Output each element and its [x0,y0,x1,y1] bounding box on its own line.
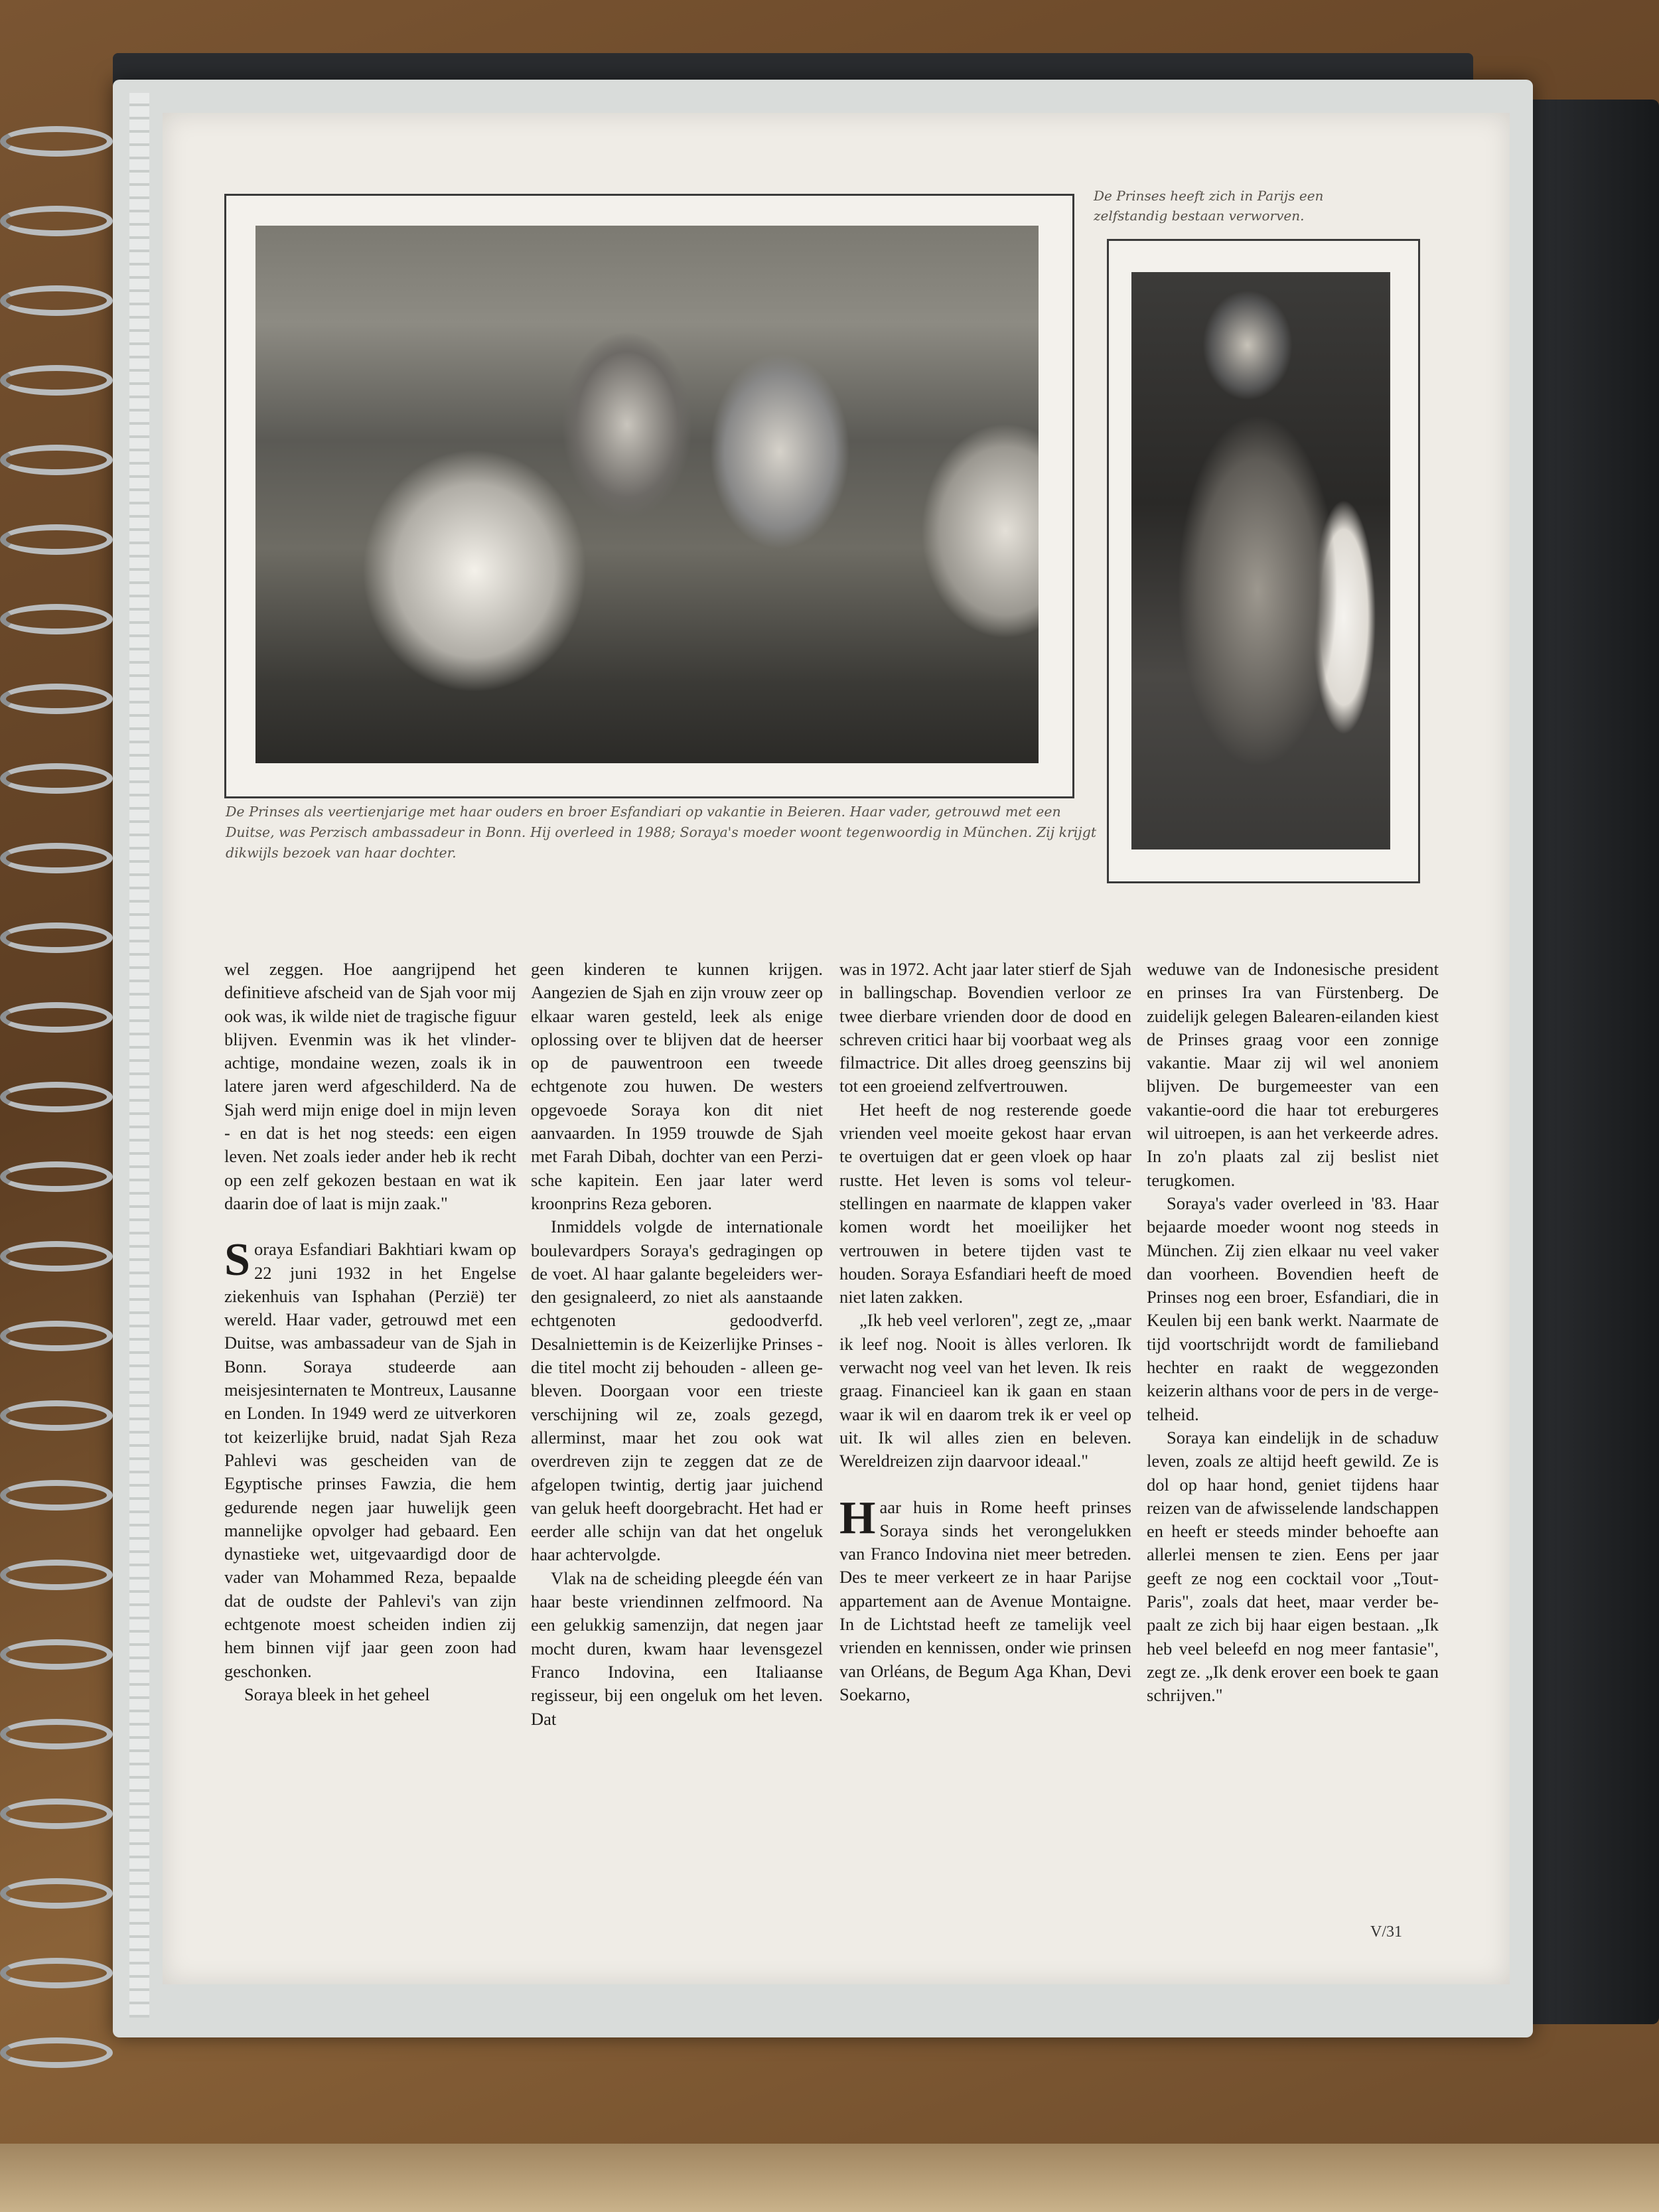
binder-ring [0,1002,113,1033]
paragraph: „Ik heb veel verloren", zegt ze, „maar ik leef nog. Nooit is àlles verloren. Ik verwacht nog veel van het leven. Ik reis graag. Financieel kan ik gaan en staan waar ik wil en daarom trek ik er veel op uit. Ik wil alles zien en beleven. Wereldreizen zijn daarvoor ideaal." [839,1310,1131,1471]
sleeve-punched-edge [129,93,149,2018]
binder-ring [0,1321,113,1351]
paragraph: Het heeft de nog resterende goede vrienden veel moeite gekost haar ervan te overtuigen dat er geen vloek op haar rustte. Het leven is soms vol teleurstellingen en naarmate de klappen vaker komen wordt het moeilijker het vertrouwen in betere tijden vast te houden. Soraya Esfandiari heeft de moed niet laten zakken. [839,1099,1131,1307]
floor [0,2144,1659,2212]
binder-ring [0,1480,113,1511]
paragraph: Vlak na de scheiding pleegde één van haar beste vriendinnen zelfmoord. Na een gelukkig samenzijn, dat negen jaar mocht duren, kwam haar levensgezel Franco Indovina, een Italiaanse regisseur, bij een ongeluk om het leven. Dat [531,1568,823,1729]
binder-ring [0,922,113,953]
paragraph: Soraya's vader overleed in '83. Haar bejaarde moeder woont nog steeds in München. Zij zien elkaar nu veel vaker dan voorheen. Bovendien heeft de Prinses nog een broer, Esfandiari, die in Keulen bij een bank werkt. Naarmate de tijd voortschrijdt wordt de familieband hechter en raakt de weggezonden keizerin althans voor de pers in de vergetelheid. [1147,1193,1439,1424]
paragraph: Soraya kan eindelijk in de schaduw leven, zoals ze altijd heeft gewild. Ze is dol op haar hond, geniet tijdens haar reizen van de afwisselende landschappen en heeft er steeds minder behoefte aan allerlei mensen te zien. Eens per jaar geeft ze nog een cocktail voor „Tout-Paris", zoals dat heet, maar verder bepaalt ze zich bij haar eigen bestaan. „Ik heb veel beleefd en nog meer fantasie", zegt ze. „Ik denk erover een boek te gaan schrijven." [1147,1427,1439,1706]
binder-ring [0,1958,113,1988]
binder-ring [0,524,113,555]
binder-ring [0,206,113,236]
binder-ring [0,1082,113,1112]
paragraph-text: oraya Esfandiari Bakhtiari kwam op 22 juni 1932 in het Engelse ziekenhuis van Isphahan (Perzië) ter wereld. Haar vader, getrouwd met een Duitse, was ambassadeur van de Sjah in Bonn. Soraya studeerde aan meisjesinternaten te Montreux, Lausanne en Londen. In 1949 werd ze uitverkoren tot keizerlijke bruid, nadat Sjah Reza Pahlevi was gescheiden van de Egyptische prinses Fawzia, die hem gedurende negen jaar huwelijk geen mannelijke opvolger had gebaard. Een dynastieke wet, uitgevaardigd door de vader van Mohammed Reza, bepaalde dat de oudste der Pahlevi's van zijn echtgenote moest scheiden indien zij hem binnen vijf jaar geen zoon had geschonken. [224,1239,516,1681]
binder-ring [0,365,113,396]
side-photo-caption: De Prinses heeft zich in Parijs een zelfstandig bestaan verworven. [1094,188,1324,224]
binder-ring [0,763,113,794]
princess-photo [1131,272,1390,849]
drop-cap: S [224,1234,250,1286]
binder-ring [0,1878,113,1909]
article-column-4 [1147,958,1439,1708]
paragraph-text: aar huis in Rome heeft prinses Soraya sinds het verongelukken van Franco Indovina niet meer betreden. Des te meer verkeert ze in haar Parijse appartement aan de Avenue Montaigne. In de Lichtstad heeft ze tamelijk veel vrienden en kennissen, onder wie prinsen van Orléans, de Begum Aga Khan, Devi Soekarno, [839,1497,1131,1704]
family-photo [255,226,1039,763]
article-column-1 [224,958,516,1706]
article-column-2 [531,958,823,1731]
binder-ring [0,1560,113,1590]
page-number: V/31 [1370,1923,1402,1941]
binder-ring [0,684,113,714]
binder-ring [0,604,113,634]
paragraph: Soraya bleek in het geheel [244,1684,430,1704]
paragraph: weduwe van de Indonesische president en prinses Ira van Fürstenberg. De zuidelijk gelegen Balearen-eilanden kiest de Prinses graag voor een zonnige vakantie. Maar zij wil wel anoniem blijven. De burgemeester van een vakantie-oord die haar tot ereburgeres wil uitroepen, is aan het verkeerde adres. In zo'n plaats zal zij beslist niet terugkomen. [1147,959,1439,1190]
binder-ring [0,126,113,157]
binder-ring [0,843,113,873]
paragraph [224,1234,516,1683]
binder-ring [0,1161,113,1192]
binder-ring [0,1639,113,1670]
binder-ring [0,445,113,475]
binder-ring [0,2037,113,2068]
paragraph: wel zeggen. Hoe aangrijpend het definitieve afscheid van de Sjah voor mij ook was, ik wilde niet de tragische figuur blijven. Evenmin was ik het vlinderachtige, mondaine wezen, zoals ik in latere jaren werd afgeschilderd. Na de Sjah werd mijn enige doel in mijn leven - en dat is het nog steeds: een eigen leven. Net zoals ieder ander heb ik recht op een zelf gekozen bestaan en wat ik daarin doe of laat is mijn zaak." [224,959,516,1213]
binder-ring [0,1241,113,1272]
article-column-3 [839,958,1131,1706]
paragraph: was in 1972. Acht jaar later stierf de Sjah in ballingschap. Bovendien verloor ze twee dierbare vrienden door de dood en schreven critici haar bij voorbaat weg als filmactrice. Dit alles droeg geenszins bij tot een groeiend zelfvertrouwen. [839,959,1131,1096]
binder-ring [0,285,113,316]
drop-cap: H [839,1492,876,1544]
binder-ring [0,1799,113,1829]
main-photo-caption: De Prinses als veertienjarige met haar ouders en broer Esfandiari op vakantie in Beieren. Haar vader, getrouwd met een Duitse, was Perzisch ambassadeur in Bonn. Hij overleed in 1988; Soraya's moeder woont tegenwoordig in München. Zij krijgt dikwijls bezoek van haar dochter. [226,804,1097,861]
paragraph: Inmiddels volgde de internationale boulevardpers Soraya's gedragingen op de voet. Al haar galante begeleiders werden gesignaleerd, zo niet als aanstaande echtgenoten gedoodverfd. Desalniettemin is de Keizerlijke Prinses - die titel mocht zij behouden - alleen gebleven. Doorgaan voor een trieste verschijning wil ze, zoals gezegd, allerminst, maar het zou ook wat overdreven zijn te zeggen dat ze de afgelopen twintig, dertig jaar juichend van geluk heeft doorgebracht. Het had er eerder alle schijn van dat het ongeluk haar achtervolgde. [531,1217,823,1565]
paragraph [839,1492,1131,1707]
paragraph: geen kinderen te kunnen krijgen. Aangezien de Sjah en zijn vrouw zeer op elkaar waren gesteld, leek als enige oplossing over te blijven dat de heerser op de pauwentroon een tweede echtgenote zou huwen. De westers opgevoede Soraya kon dit niet aanvaarden. In 1959 trouwde de Sjah met Farah Dibah, dochter van een Perzische kapitein. Een jaar later werd kroonprins Reza geboren. [531,959,823,1213]
binder-ring [0,1719,113,1749]
binder-ring [0,1400,113,1431]
